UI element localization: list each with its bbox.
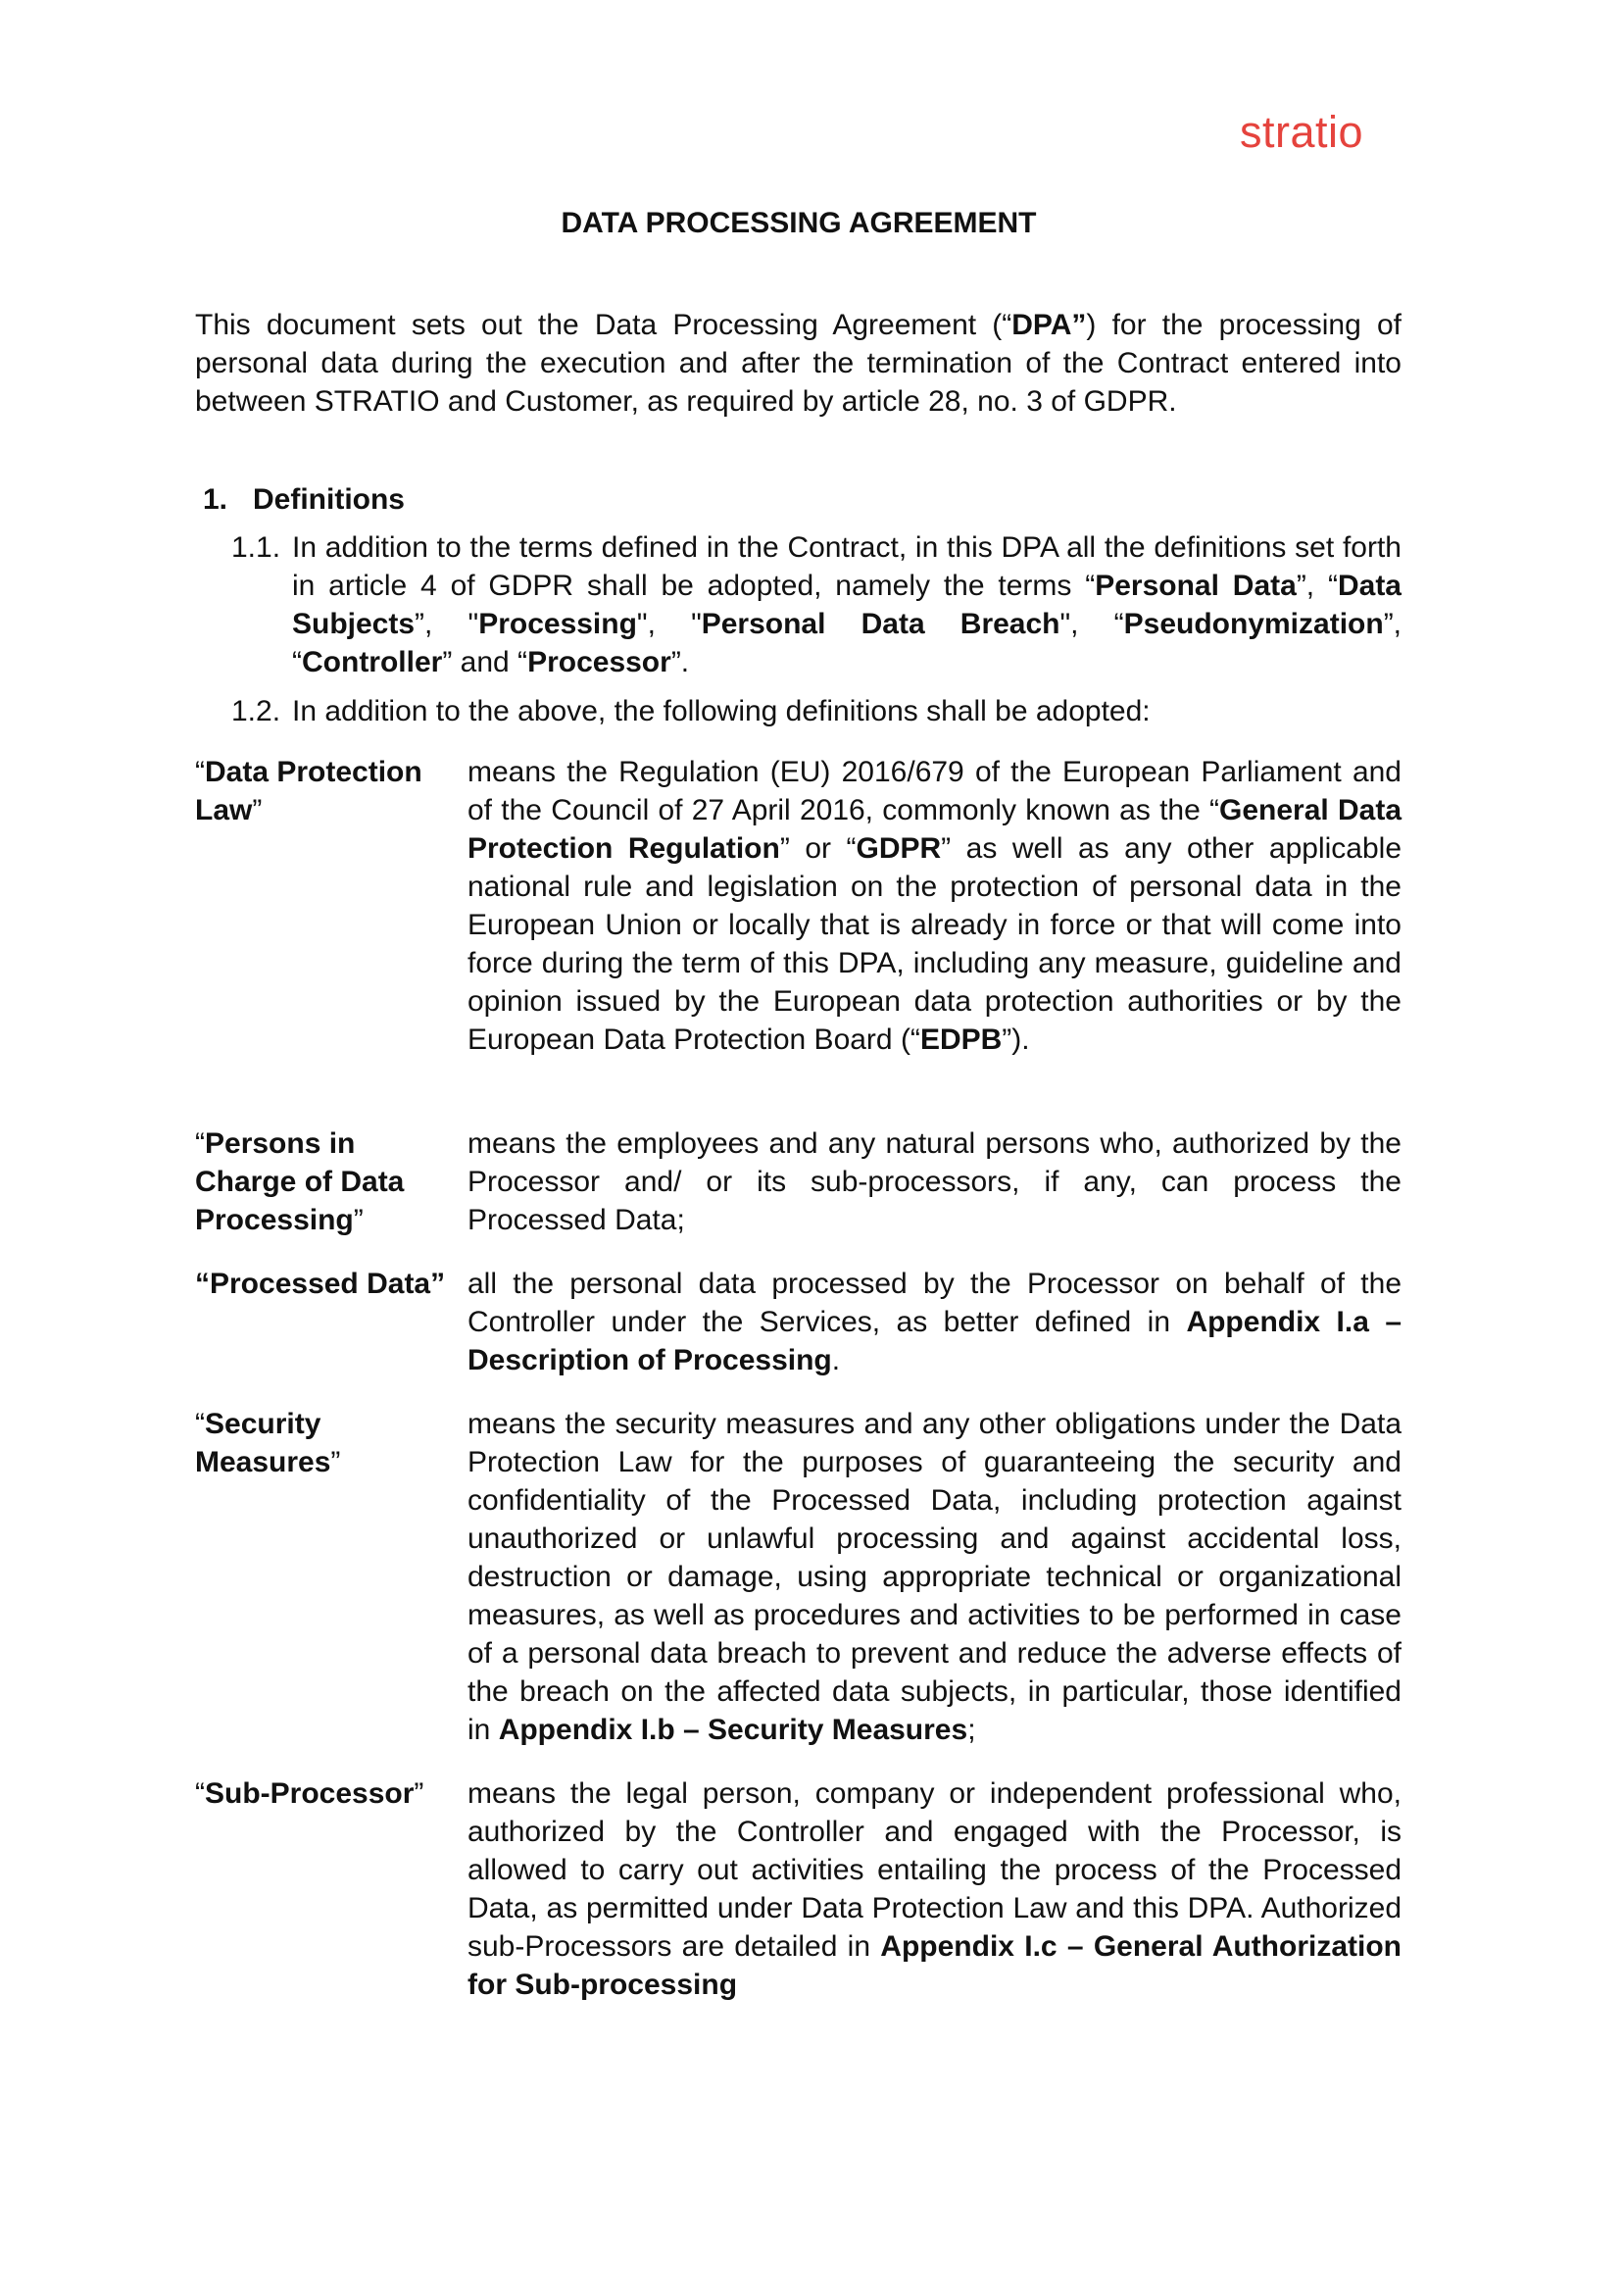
term-name: Persons in Charge of Data Processing [195, 1127, 405, 1236]
stratio-logo: stratio [1240, 107, 1364, 157]
clause-text-run: ” and “ [442, 646, 528, 678]
clause-text-run: ”, " [415, 608, 479, 640]
definition-term [195, 1124, 460, 1239]
term-processor: Processor [527, 646, 671, 678]
term-gdpr: GDPR [856, 832, 942, 865]
clause-1-1 [231, 528, 1402, 681]
definition-security-measures [195, 1405, 1402, 1749]
appendix-reference: Appendix I.c – General Authorization for Sub-processing [467, 1930, 1402, 2001]
definition-description [467, 753, 1402, 1059]
definition-description [467, 1774, 1402, 2004]
desc-text-run: means the employees and any natural persons who, authorized by the Processor and/ or its sub-processors, if any, can process the Processed Data; [467, 1127, 1402, 1236]
definition-description [467, 1124, 1402, 1239]
definition-processed-data [195, 1265, 1402, 1379]
section-title: Definitions [253, 483, 405, 516]
intro-text: This document sets out the Data Processing Agreement (“ [195, 309, 1012, 341]
desc-text-run: all the personal data processed by the Processor on behalf of the Controller under the Services, as better defined in [467, 1268, 1402, 1338]
definition-sub-processor [195, 1774, 1402, 2004]
quote-mark: “ [195, 1127, 205, 1160]
clause-1-2 [231, 692, 1402, 730]
quote-mark: ” [252, 794, 263, 826]
desc-text-run: ; [967, 1714, 976, 1746]
term-controller: Controller [302, 646, 443, 678]
document-title: DATA PROCESSING AGREEMENT [561, 207, 1037, 239]
section-number: 1. [203, 483, 228, 516]
clause-text-run: In addition to the terms defined in the Contract, in this DPA all the definitions set forth in article 4 of GDPR shall be adopted, namely the terms “ [292, 531, 1402, 602]
desc-text-run: means the legal person, company or independent professional who, authorized by the Controller and engaged with the Processor, is allowed to carry out activities entailing the process of the Processed Data, as permitted under Data Protection Law and this DPA. Authorized sub-Processors are detailed in [467, 1777, 1402, 1963]
clause-text-run: ”, “ [1296, 570, 1338, 602]
term-pseudonymization: Pseudonymization [1123, 608, 1384, 640]
quote-mark: ” [330, 1446, 341, 1478]
term-name: “Processed Data” [195, 1268, 446, 1300]
term-name: Data Protection Law [195, 756, 422, 826]
definition-description [467, 1405, 1402, 1749]
definition-persons-in-charge [195, 1124, 1402, 1239]
desc-text-run: means the security measures and any other obligations under the Data Protection Law for the purposes of guaranteeing the security and confidentiality of the Processed Data, including protection against unauthorized or unlawful processing and against accidental loss, destruction or damage, using appropriate technical or organizational measures, as well as procedures and activities to be performed in case of a personal data breach to prevent and reduce the adverse effects of the breach on the affected data subjects, in particular, those identified in [467, 1408, 1402, 1746]
definition-term [195, 1265, 460, 1303]
clause-text-run: ”. [670, 646, 690, 678]
definition-term [195, 1774, 460, 1813]
clause-text: In addition to the above, the following definitions shall be adopted: [292, 695, 1151, 727]
appendix-reference: Appendix I.a – Description of Processing [467, 1306, 1402, 1376]
term-personal-data: Personal Data [1095, 570, 1297, 602]
intro-bold-dpa: DPA” [1011, 309, 1087, 341]
term-data-subjects: Data Subjects [292, 570, 1402, 640]
intro-text: ) for the processing of personal data during the execution and after the termination of the Contract entered into between STRATIO and Customer, as required by article 28, no. 3 of GDPR. [195, 309, 1402, 418]
intro-paragraph [195, 306, 1402, 421]
desc-text-run: . [831, 1344, 841, 1376]
term-name: Security Measures [195, 1408, 331, 1478]
desc-text-run: ” or “ [779, 832, 857, 865]
quote-mark: “ [195, 1408, 205, 1440]
definition-description [467, 1265, 1402, 1379]
term-edpb: EDPB [919, 1023, 1003, 1056]
section-heading-definitions [203, 480, 405, 519]
appendix-reference: Appendix I.b – Security Measures [498, 1714, 968, 1746]
clause-text-run: ", “ [1059, 608, 1124, 640]
definition-data-protection-law [195, 753, 1402, 1059]
term-processing: Processing [478, 608, 637, 640]
term-name: Sub-Processor [205, 1777, 415, 1810]
quote-mark: ” [414, 1777, 424, 1810]
term-personal-data-breach: Personal Data Breach [701, 608, 1060, 640]
clause-text-run: ", " [636, 608, 702, 640]
desc-text-run: means the Regulation (EU) 2016/679 of the European Parliament and of the Council of 27 April 2016, commonly known as the “ [467, 756, 1402, 826]
definition-term [195, 753, 460, 829]
desc-text-run: ”). [1002, 1023, 1030, 1056]
clause-number: 1.1. [231, 531, 281, 564]
definition-term [195, 1405, 460, 1481]
clause-text-run: ”, “ [292, 608, 1402, 678]
desc-text-run: ” as well as any other applicable national rule and legislation on the protection of personal data in the European Union or locally that is already in force or that will come into force during the term of this DPA, including any measure, guideline and opinion issued by the European data protection authorities or by the European Data Protection Board (“ [467, 832, 1402, 1056]
clause-text [292, 528, 1402, 681]
quote-mark: “ [195, 756, 205, 788]
term-gdpr-full: General Data Protection Regulation [467, 794, 1402, 865]
quote-mark: “ [195, 1777, 205, 1810]
quote-mark: ” [353, 1204, 364, 1236]
clause-number: 1.2. [231, 695, 281, 727]
